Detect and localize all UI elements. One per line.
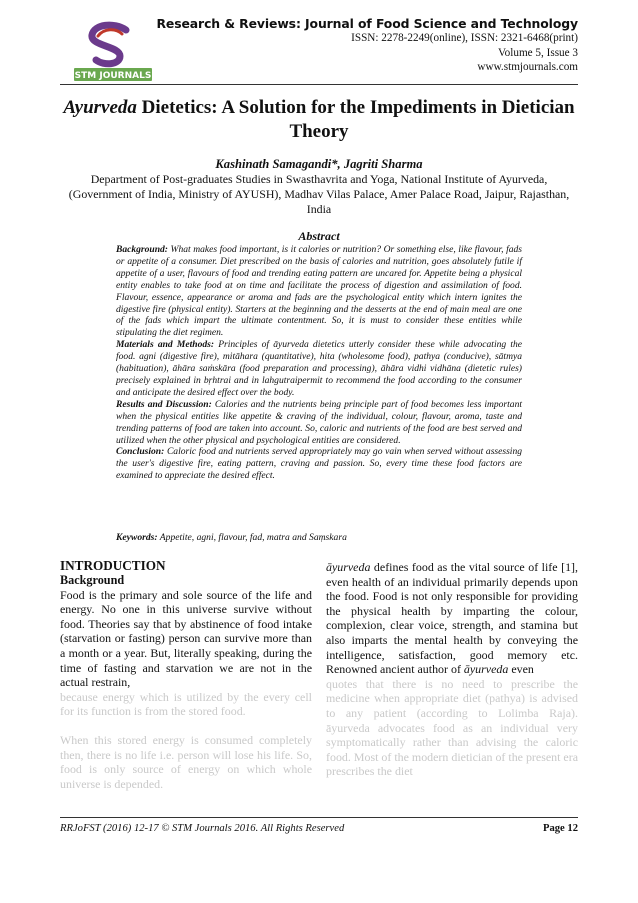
right-ayurveda-italic: āyurveda (326, 560, 371, 574)
left-faded-paragraph-1: because energy which is utilized by the every cell for its function is from the stored food. (60, 689, 312, 719)
keywords-text: Appetite, agni, flavour, fad, matra and Saṃskara (157, 532, 347, 543)
abstract-methods-text: Principles of āyurveda dietetics utterly consider these while advocating the food. agni (digestive fire), mitāhara (quantitative), hita (wholesome food), pathya (conducive), sātmya (habituation), āhāra saṁskāra (food preparation and processing), āhāra vidhi vidhāna (dietetic rules) precisely explained in bṛhtrai and in lahgutraipermit to recommend the food according to the consumer and anticipate the desired effect over the body. (116, 339, 522, 398)
abstract-results (116, 399, 522, 447)
right-paragraph-1 (326, 560, 578, 677)
journal-title: Research & Reviews: Journal of Food Science and Technology (156, 16, 578, 31)
introduction-heading: INTRODUCTION (60, 558, 166, 573)
article-title-rest: Dietetics: A Solution for the Impediments in Dietician Theory (136, 97, 575, 142)
header-rule (60, 84, 578, 85)
abstract-conclusion (116, 446, 522, 482)
journal-issn: ISSN: 2278-2249(online), ISSN: 2321-6468(print) (351, 32, 578, 44)
page-number: Page 12 (542, 823, 578, 834)
article-affiliation: Department of Post-graduates Studies in Swasthavrita and Yoga, National Institute of Ayurveda, (Government of India, Ministry of AYUSH), Madhav Vilas Palace, Amer Palace Road, Jaipur, Rajasthan, India (68, 172, 570, 216)
keywords (116, 532, 522, 543)
background-heading: Background (60, 573, 125, 587)
keywords-label: Keywords: (116, 532, 158, 543)
journal-header (118, 16, 578, 75)
abstract-conclusion-label: Conclusion: (116, 446, 165, 458)
abstract-results-label: Results and Discussion: (116, 398, 212, 410)
article-title (60, 96, 578, 144)
journal-volume: Volume 5, Issue 3 (498, 46, 578, 59)
abstract-results-text: Calories and the nutrients being principle part of food becomes less important when the physical entities like appetite & craving of the individual, colour, flavour, aroma, taste and trending patterns of food are taken into account. So, caloric and nutrients of the food are best served and utilized when the other physical and psychological entities are considered. (116, 398, 522, 446)
article-title-italic: Ayurveda (63, 97, 137, 118)
footer-citation: RRJoFST (2016) 12-17 © STM Journals 2016. All Rights Reserved (60, 823, 345, 834)
right-ayurveda-italic-2: āyurveda (463, 662, 509, 677)
abstract-background (116, 244, 522, 339)
right-faded-paragraph: quotes that there is no need to prescribe the medicine when appropriate diet (pathya) is advised to any patient (according to Lolimba Raja). āyurveda advocates food as an individual very symptomatically rather than advising the caloric food. Most of the modern dietician of the present era prescribes the diet (326, 676, 578, 779)
abstract-methods (116, 339, 522, 399)
right-paragraph-1-text: defines food as the vital source of life [1], even health of an individual primarily depends upon the food. Food is not only responsible for providing the physical health by imparting the colour, complexion, clear voice, strength, and stamina but also imparts the mental health by conveying the intelligence, satisfaction, good memory etc. Renowned ancient author of (326, 560, 578, 677)
journal-website[interactable]: www.stmjournals.com (477, 61, 578, 74)
abstract-background-label: Background: (116, 244, 168, 255)
right-paragraph-1-end: even (508, 662, 534, 677)
body-left-column (60, 558, 312, 791)
footer-rule (60, 817, 578, 818)
abstract-methods-label: Materials and Methods: (116, 339, 215, 351)
body-right-column (326, 560, 578, 779)
abstract-heading: Abstract (298, 229, 340, 243)
abstract-background-text: What makes food important, is it calories or nutrition? Or something else, like flavour, fads or appetite of a consumer. Diet prescribed on the basis of calories and nutrition, goes absolutely futile if appetite of a user, flavours of food and trending eating pattern are uncared for. Appetite being a physical entity enables to take food at on time and facilitate the process of digestion and assimilation of food. Flavour, essence, appearance or aroma and fads are the psychological entity which intern ignites the digestive fire (physical entity). Starters at the beginning and the desserts at the end of main meal are one of the fads which impart the ultimate contentment. So, it is must to consider these entities while stipulating the diet regimen. (116, 244, 522, 339)
abstract-body (116, 244, 522, 482)
left-paragraph-1: Food is the primary and sole source of the life and energy. No one in this universe survive without food. Theories say that by abstinence of food intake (starvation or fasting) person can survive more than a month or a year. But, literally speaking, during the time of fasting and starvation we are not in the actual restrain, (60, 587, 312, 690)
article-authors: Kashinath Samagandi*, Jagriti Sharma (215, 157, 423, 171)
logo-text: STM JOURNALS (74, 71, 152, 81)
abstract-conclusion-text: Caloric food and nutrients served appropriately may go vain when served without assessing the user's digestive fire, eating pattern, craving and passion. So, every time these food factors are examined to appreciate the desired effect. (116, 446, 522, 482)
page-footer (60, 823, 578, 834)
left-faded-paragraph-2: When this stored energy is consumed completely then, there is no life i.e. person will lose his life. So, food is only source of energy on which whole universe is depended. (60, 732, 312, 791)
